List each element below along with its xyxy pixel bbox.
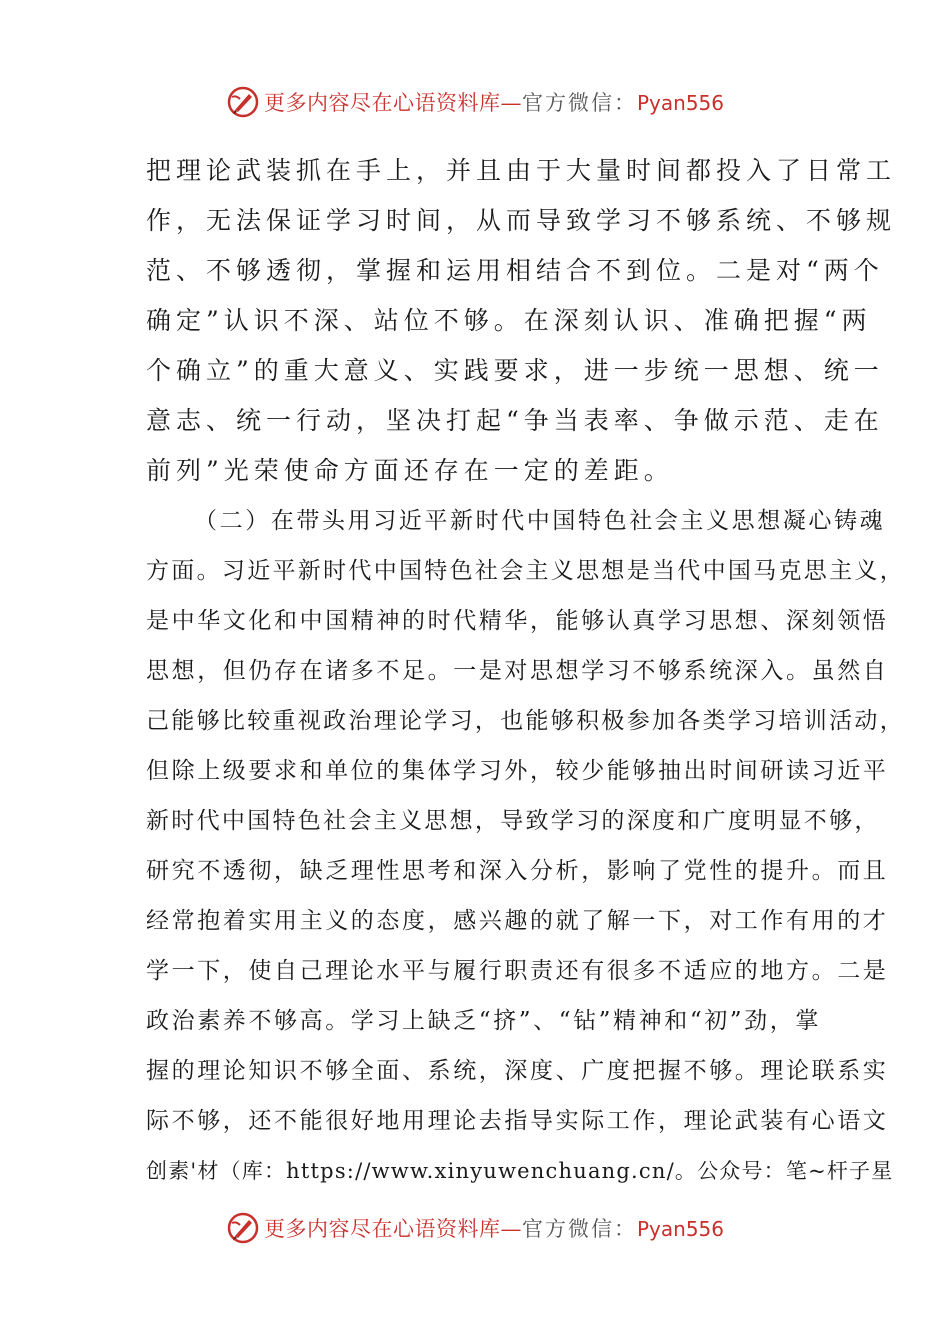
watermark-text [264,87,724,117]
text-line: 新时代中国特色社会主义思想，导致学习的深度和广度明显不够， [146,808,880,834]
text-line-with-url: 创素'材（库：https://www.xinyuwenchuang.cn/。公众号：笔~杆子星 [146,1159,894,1183]
header-watermark-banner [0,82,950,122]
text-line: 研究不透彻，缺乏理性思考和深入分析，影响了党性的提升。而且 [146,858,889,884]
footer-watermark-banner [0,1208,950,1248]
text-line: 学一下，使自己理论水平与履行职责还有很多不适应的地方。二是 [146,958,889,984]
pen-logo-icon [226,85,260,119]
watermark-text [264,1213,724,1243]
watermark-wechat-label: 官方微信： [521,91,637,115]
text-line: 确定”认识不深、站位不够。在深刻认识、准确把握“两 [146,306,872,335]
text-line: 前列”光荣使命方面还存在一定的差距。 [146,456,674,485]
watermark-separator: — [500,91,522,115]
document-body [146,146,905,1196]
text-line: 作，无法保证学习时间，从而导致学习不够系统、不够规 [146,206,897,235]
text-line: 把理论武装抓在手上，并且由于大量时间都投入了日常工 [146,156,897,185]
text-line: 是中华文化和中国精神的时代精华，能够认真学习思想、深刻领悟 [146,608,889,634]
pen-logo-icon [226,1211,260,1245]
paragraph-2 [146,496,905,1196]
watermark-wechat-id: Pyan556 [636,1217,724,1241]
paragraph-1 [146,146,897,496]
watermark-brand: 更多内容尽在心语资料库 [263,1217,501,1241]
text-line: 思想，但仍存在诸多不足。一是对思想学习不够系统深入。虽然自 [146,658,889,684]
text-line: 意志、统一行动，坚决打起“争当表率、争做示范、走在 [146,406,884,435]
text-line: 政治素养不够高。学习上缺乏“挤”、“钻”精神和“初”劲，掌 [146,1008,821,1034]
watermark-wechat-label: 官方微信： [521,1217,637,1241]
watermark-separator: — [500,1217,522,1241]
text-line: 个确立”的重大意义、实践要求，进一步统一思想、统一 [146,356,884,385]
watermark-brand: 更多内容尽在心语资料库 [263,91,501,115]
watermark-wechat-id: Pyan556 [636,91,724,115]
text-line: 握的理论知识不够全面、系统，深度、广度把握不够。理论联系实 [146,1058,889,1084]
text-line: 方面。习近平新时代中国特色社会主义思想是当代中国马克思主义， [146,558,905,584]
text-line: 己能够比较重视政治理论学习，也能够积极参加各类学习培训活动， [146,708,905,734]
text-line: 但除上级要求和单位的集体学习外，较少能够抽出时间研读习近平 [146,758,889,784]
text-line: 际不够，还不能很好地用理论去指导实际工作，理论武装有心语文 [146,1108,889,1134]
text-line: 范、不够透彻，掌握和运用相结合不到位。二是对“两个 [146,256,884,285]
section-heading-line: （二）在带头用习近平新时代中国特色社会主义思想凝心铸魂 [194,508,886,534]
text-line: 经常抱着实用主义的态度，感兴趣的就了解一下，对工作有用的才 [146,908,889,934]
